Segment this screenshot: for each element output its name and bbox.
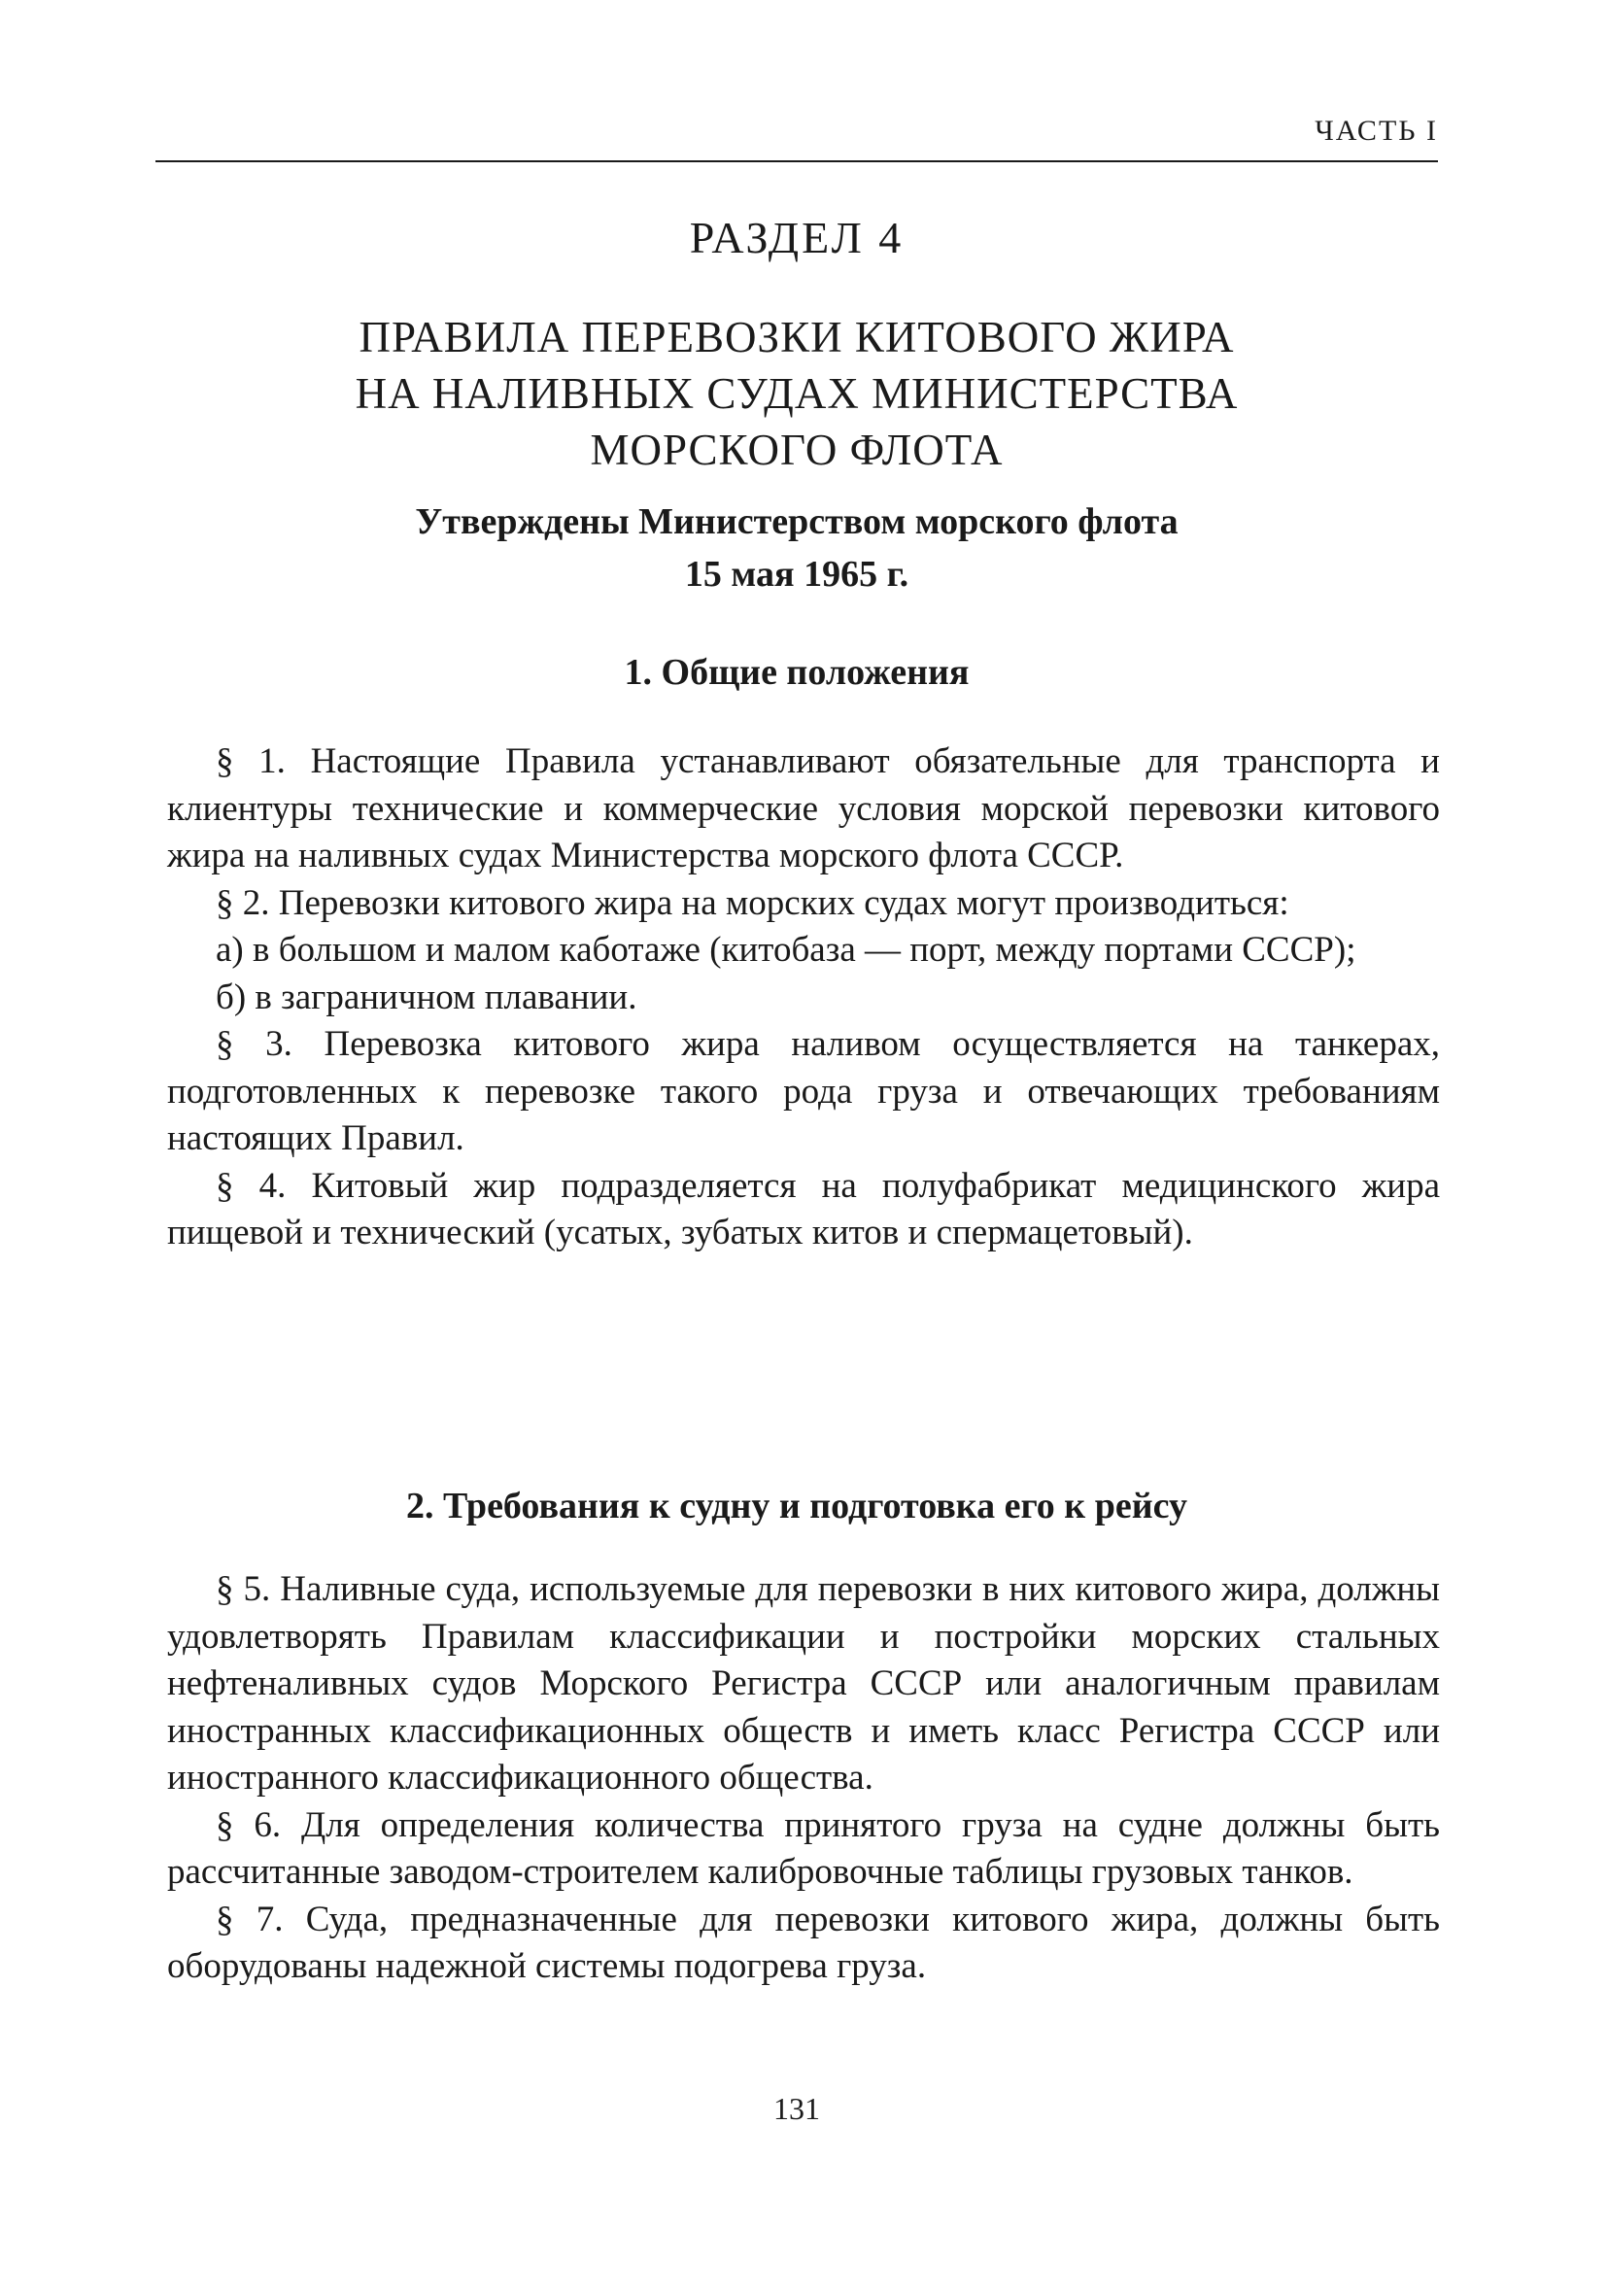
paragraph: § 7. Суда, предназначенные для перевозки китового жира, должны быть оборудованы надежной системы подогрева груза. bbox=[167, 1899, 1440, 1986]
paragraph: § 1. Настоящие Правила устанавливают обязательные для транспорта и клиентуры технические и коммерческие условия морской перевозки китового жира на наливных судах Министерства морского флота СССР. bbox=[167, 741, 1440, 875]
approval-note bbox=[155, 496, 1438, 600]
paragraph: § 6. Для определения количества принятого груза на судне должны быть рассчитанные заводом-строителем калибровочные таблицы грузовых танков. bbox=[167, 1804, 1440, 1892]
paragraph: § 3. Перевозка китового жира наливом осуществляется на танкерах, подготовленных к перевозке такого рода груза и отвечающих требованиям настоящих Правил. bbox=[167, 1024, 1440, 1158]
section-label: РАЗДЕЛ 4 bbox=[689, 213, 905, 262]
running-head: ЧАСТЬ I bbox=[1315, 115, 1438, 147]
chapter-heading-2: 2. Требования к судну и подготовка его к рейсу bbox=[406, 1486, 1187, 1526]
section-title bbox=[155, 309, 1438, 478]
approval-line: Утверждены Министерством морского флота bbox=[415, 501, 1179, 542]
header-rule bbox=[155, 160, 1438, 162]
list-item: а) в большом и малом каботаже (китобаза — порт, между портами СССР); bbox=[216, 930, 1356, 970]
list-item: б) в заграничном плавании. bbox=[216, 977, 637, 1017]
chapter-2-body bbox=[167, 1566, 1440, 1991]
paragraph: § 4. Китовый жир подразделяется на полуфабрикат медицинского жира пищевой и технический (усатых, зубатых китов и спермацетовый). bbox=[167, 1165, 1440, 1252]
paragraph: § 2. Перевозки китового жира на морских судах могут производиться: bbox=[216, 882, 1289, 923]
page-number: 131 bbox=[773, 2091, 820, 2126]
chapter-heading-1: 1. Общие положения bbox=[624, 652, 970, 693]
section-title-line: МОРСКОГО ФЛОТА bbox=[590, 426, 1004, 474]
approval-line: 15 мая 1965 г. bbox=[684, 554, 909, 595]
chapter-1-body bbox=[167, 738, 1440, 1257]
section-title-line: ПРАВИЛА ПЕРЕВОЗКИ КИТОВОГО ЖИРА bbox=[359, 313, 1235, 361]
section-title-line: НА НАЛИВНЫХ СУДАХ МИНИСТЕРСТВА bbox=[355, 369, 1239, 418]
paragraph: § 5. Наливные суда, используемые для перевозки в них китового жира, должны удовлетворять Правилам классификации и постройки морских стальных нефтеналивных судов Морского Регистра СССР или аналогичным правилам иностранных классификационных обществ и иметь класс Регистра СССР или иностранного классификационного общества. bbox=[167, 1569, 1440, 1798]
